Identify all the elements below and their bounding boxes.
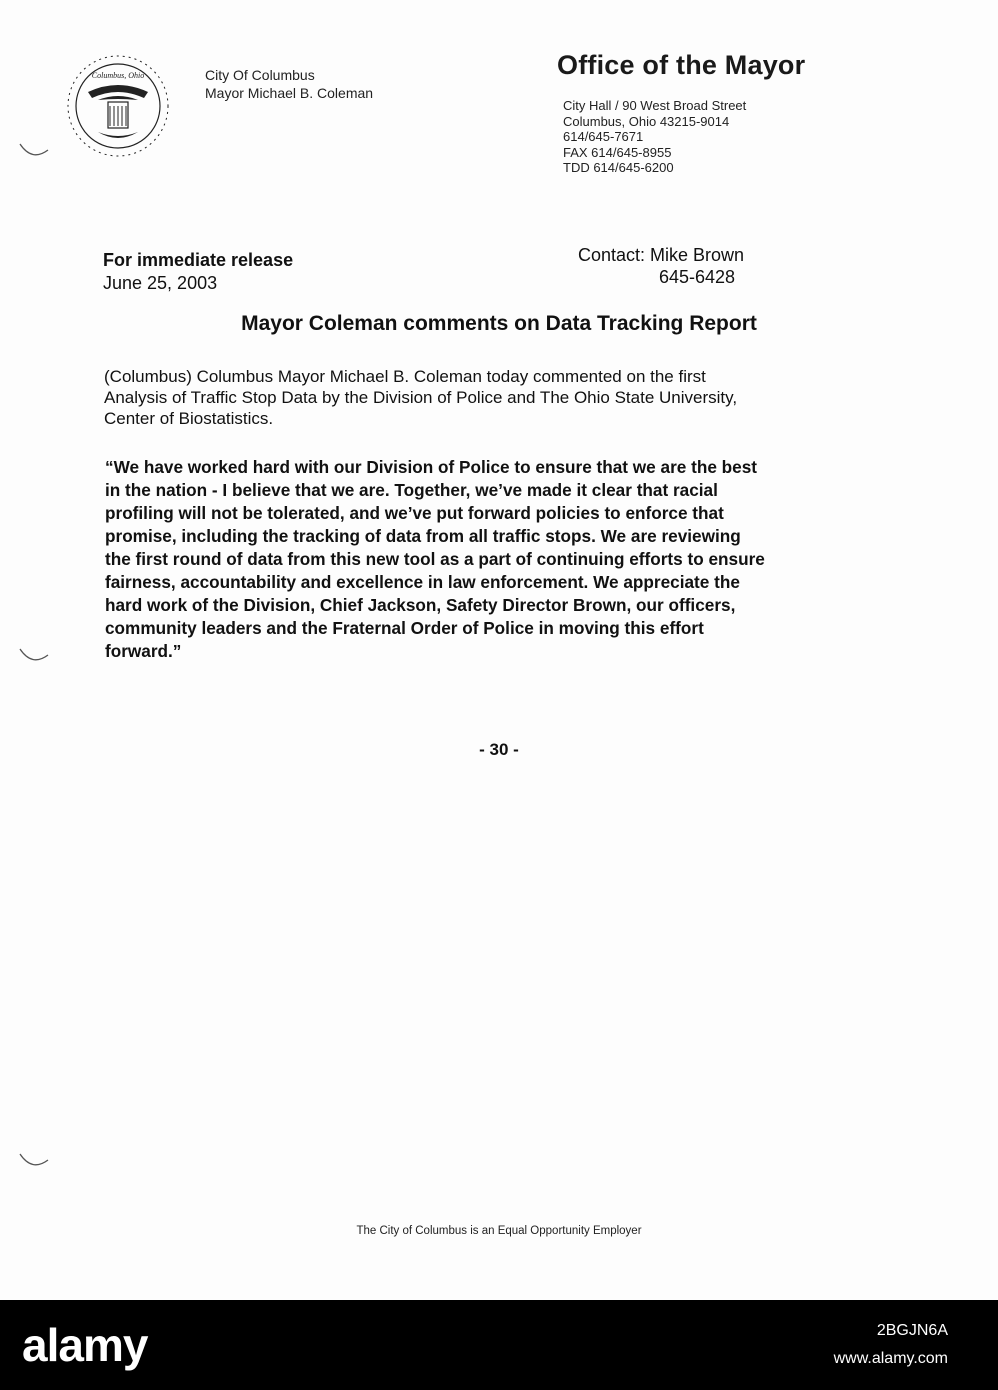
contact-info [578, 244, 744, 288]
intro-line: (Columbus) Columbus Mayor Michael B. Coleman today commented on the first [104, 367, 706, 386]
quote-line: profiling will not be tolerated, and we’ve put forward policies to enforce that [105, 503, 724, 523]
watermark-image-id: 2BGJN6A [876, 1322, 948, 1339]
punch-hole-icon [18, 140, 50, 162]
office-title: Office of the Mayor [557, 50, 806, 80]
intro-paragraph [104, 366, 874, 429]
quote-line: forward.” [105, 641, 182, 661]
quote-line: the first round of data from this new tool as a part of continuing efforts to ensure [105, 549, 765, 569]
intro-line: Center of Biostatistics. [104, 409, 274, 428]
city-seal-icon [58, 48, 178, 164]
mayor-quote [105, 456, 885, 663]
address-line-2: Columbus, Ohio 43215-9014 [563, 113, 730, 129]
address-line-1: City Hall / 90 West Broad Street [563, 98, 747, 113]
watermark-bar [0, 1300, 998, 1390]
release-label: For immediate release [103, 250, 294, 270]
quote-line: community leaders and the Fraternal Order of Police in moving this effort [105, 618, 704, 638]
contact-phone: 645-6428 [659, 267, 736, 287]
svg-text:Columbus, Ohio: Columbus, Ohio [91, 71, 145, 80]
footer-text: The City of Columbus is an Equal Opportunity Employer [356, 1225, 642, 1237]
release-info [103, 249, 293, 295]
phone-number: 614/645-7671 [563, 129, 644, 144]
quote-line: “We have worked hard with our Division of Police to ensure that we are the best [105, 457, 757, 477]
quote-line: in the nation - I believe that we are. Together, we’ve made it clear that racial [105, 480, 718, 500]
city-name: City Of Columbus [205, 67, 315, 83]
watermark-logo: alamy [22, 1319, 148, 1371]
quote-line: promise, including the tracking of data from all traffic stops. We are reviewing [105, 526, 741, 546]
quote-line: fairness, accountability and excellence in law enforcement. We appreciate the [105, 572, 740, 592]
release-date: June 25, 2003 [103, 273, 218, 293]
mayor-name: Mayor Michael B. Coleman [205, 85, 374, 101]
punch-hole-icon [18, 645, 50, 667]
punch-hole-icon [18, 1150, 50, 1172]
watermark-url: www.alamy.com [833, 1350, 948, 1367]
contact-label: Contact: Mike Brown [578, 245, 745, 265]
quote-line: hard work of the Division, Chief Jackson, Safety Director Brown, our officers, [105, 595, 736, 615]
press-release-headline: Mayor Coleman comments on Data Tracking Report [241, 312, 757, 335]
office-address [563, 98, 746, 176]
city-block [205, 66, 373, 102]
tdd-number: TDD 614/645-6200 [563, 160, 674, 175]
page-number: - 30 - [479, 740, 519, 759]
intro-line: Analysis of Traffic Stop Data by the Division of Police and The Ohio State University, [104, 388, 738, 407]
fax-number: FAX 614/645-8955 [563, 144, 672, 160]
